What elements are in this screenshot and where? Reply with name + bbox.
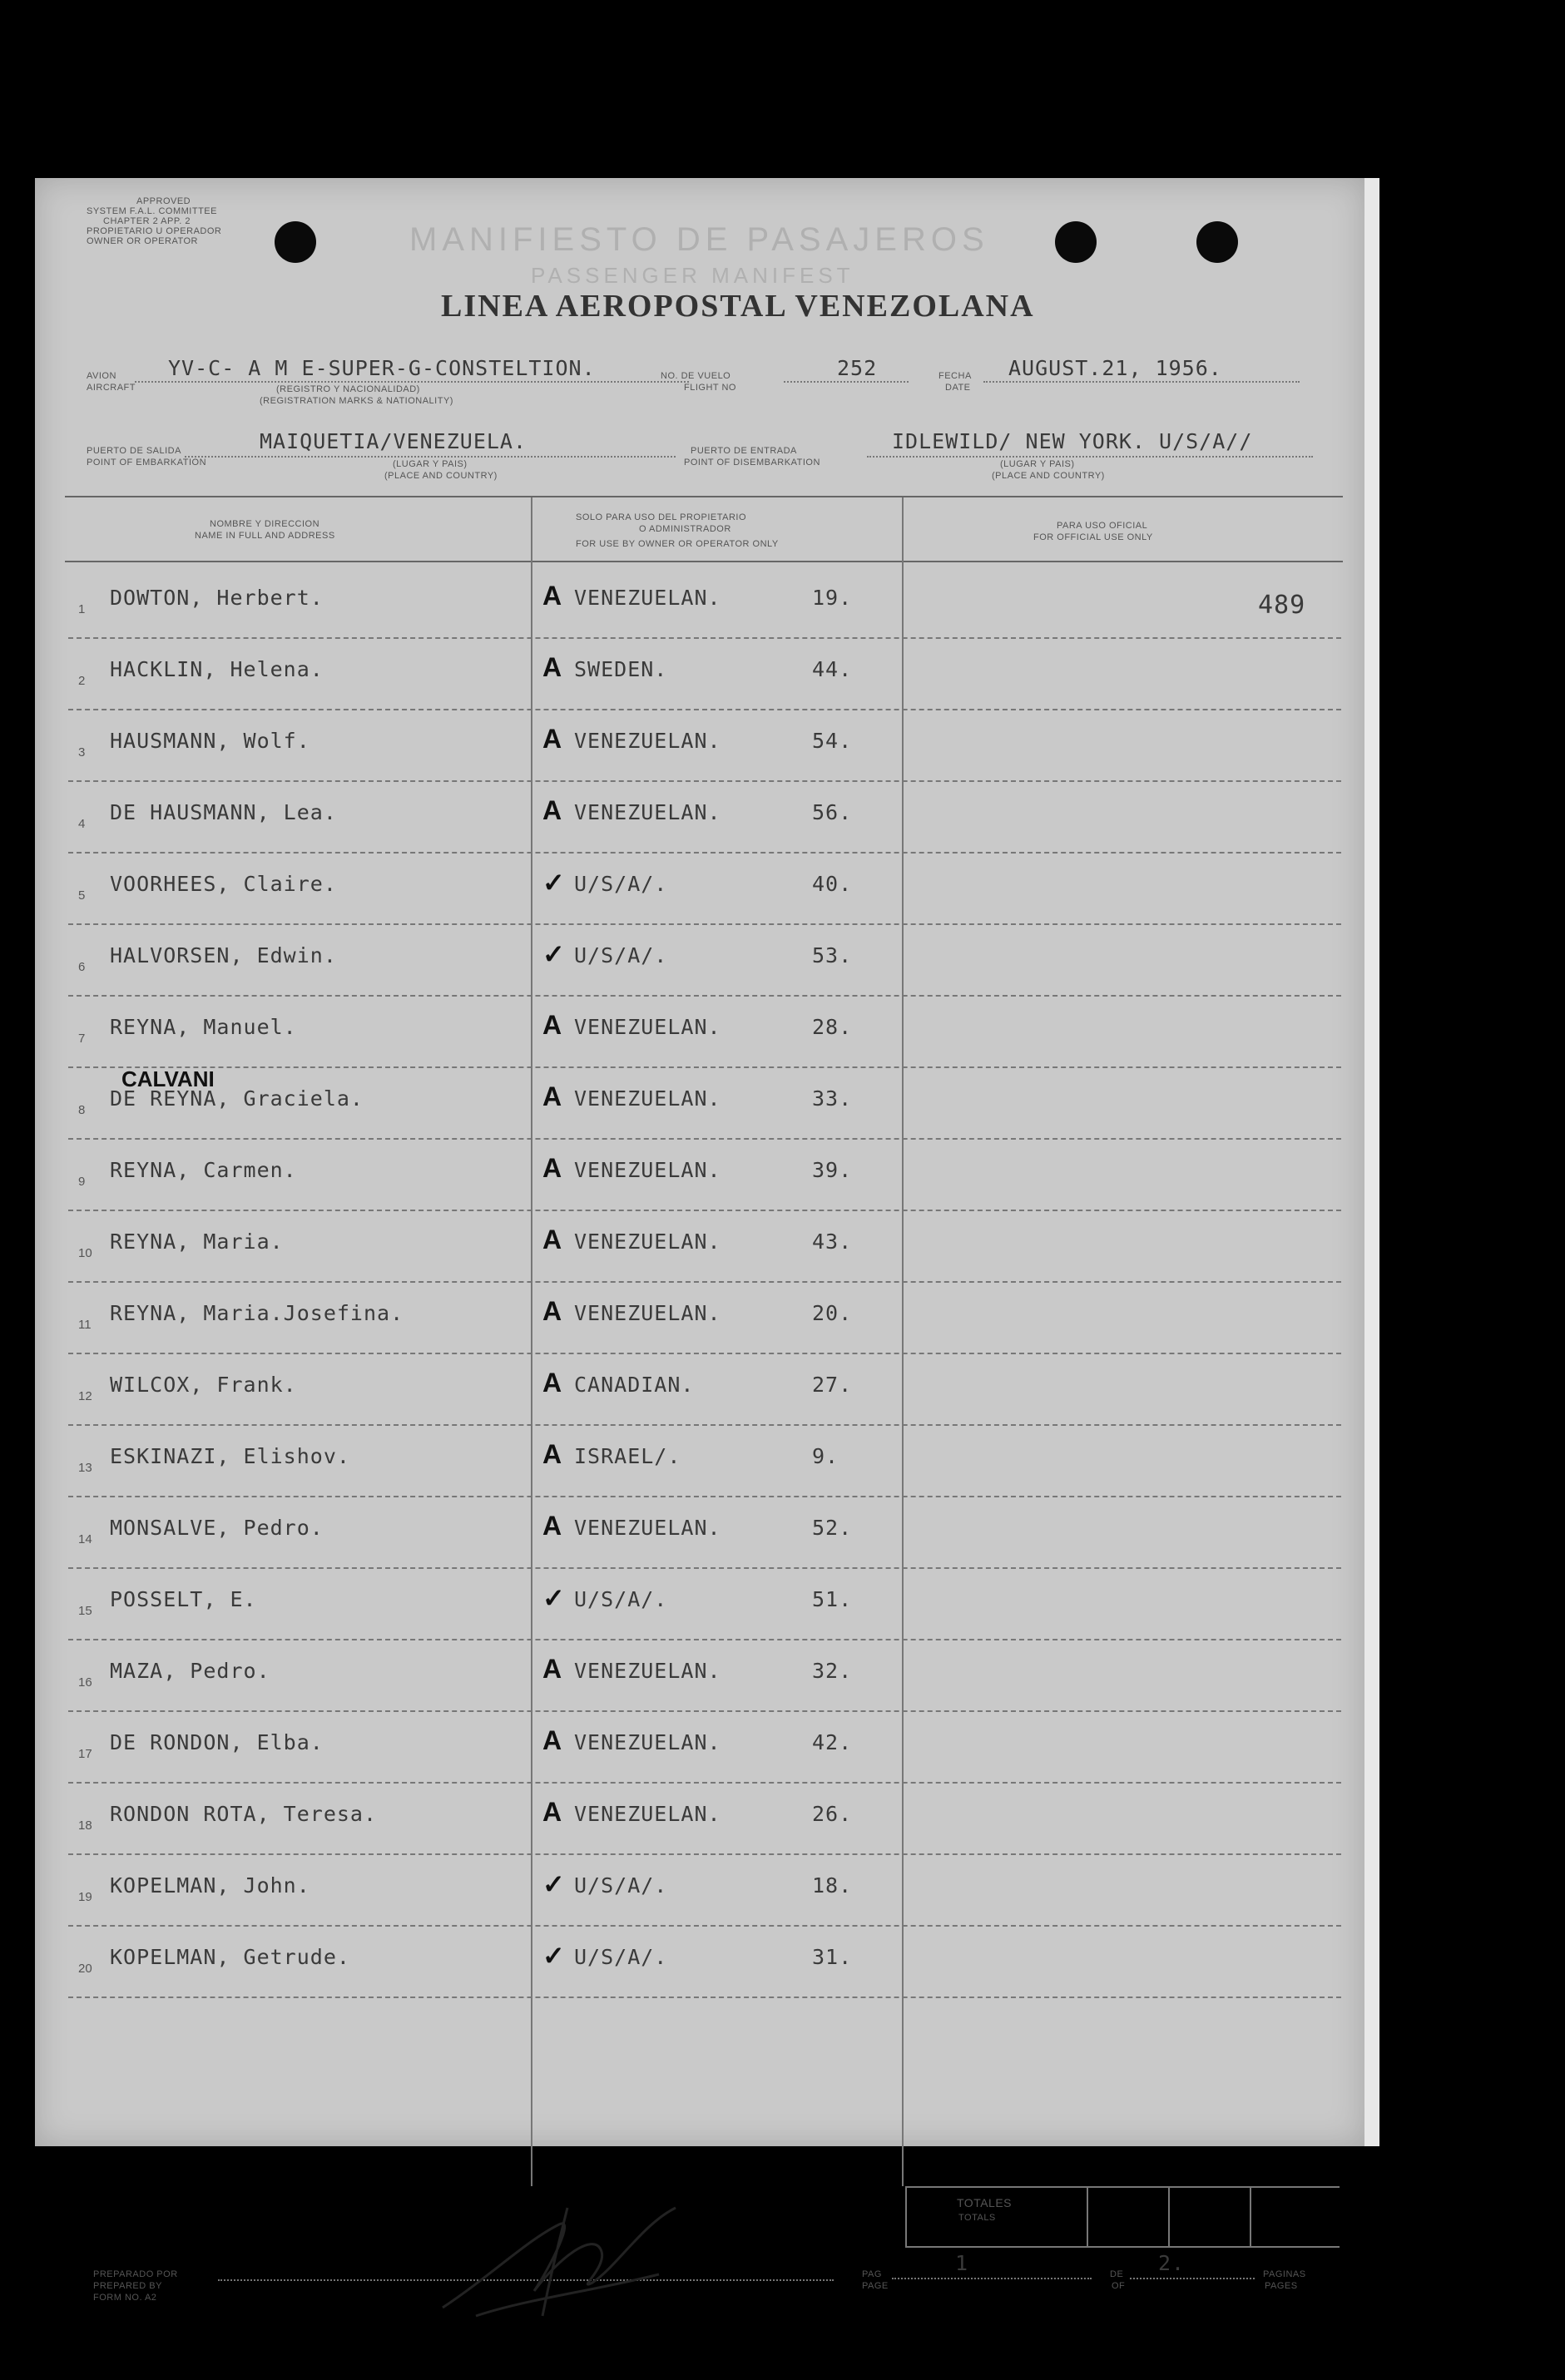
lugar-label-1: (LUGAR Y PAIS) [393, 459, 468, 469]
handwritten-mark: A [542, 795, 562, 825]
passenger-name: VOORHEES, Claire. [110, 872, 337, 896]
passenger-age: 28. [812, 1015, 853, 1039]
passenger-nationality: VENEZUELAN. [574, 1086, 721, 1111]
passenger-name: WILCOX, Frank. [110, 1373, 297, 1397]
handwritten-mark: A [542, 1439, 562, 1469]
passenger-name: REYNA, Maria.Josefina. [110, 1301, 404, 1325]
title-spanish: MANIFIESTO DE PASAJEROS [409, 221, 989, 258]
date-label: DATE [945, 383, 971, 393]
handwritten-mark: A [542, 1225, 562, 1254]
handwritten-mark: ✓ [542, 939, 565, 969]
passenger-age: 52. [812, 1516, 853, 1540]
paginas-label: PAGINAS [1263, 2269, 1306, 2279]
totales-label: TOTALES [957, 2196, 1013, 2209]
de-label: DE [1110, 2269, 1124, 2279]
passenger-age: 9. [812, 1444, 839, 1468]
punch-hole [1196, 221, 1238, 263]
page-edge [1364, 178, 1379, 2146]
row-divider [68, 1997, 1341, 1998]
passenger-name: DE REYNA, Graciela. [110, 1086, 364, 1111]
passenger-name: MAZA, Pedro. [110, 1659, 270, 1683]
col1-header-en: NAME IN FULL AND ADDRESS [195, 531, 335, 541]
row-divider [68, 923, 1341, 925]
totals-label: TOTALS [958, 2213, 996, 2223]
approved-block: APPROVED SYSTEM F.A.L. COMMITTEE CHAPTER 2 APP. 2 PROPIETARIO U OPERADOR OWNER OR OPERATOR [87, 196, 222, 246]
passenger-name: KOPELMAN, Getrude. [110, 1945, 350, 1969]
passenger-age: 31. [812, 1945, 853, 1969]
row-divider [68, 1710, 1341, 1712]
punch-hole [1055, 221, 1097, 263]
row-divider [68, 1639, 1341, 1640]
passenger-age: 27. [812, 1373, 853, 1397]
row-divider [68, 1496, 1341, 1497]
passenger-name: DE HAUSMANN, Lea. [110, 800, 337, 824]
passenger-nationality: U/S/A/. [574, 1945, 668, 1969]
prepared-label: PREPARED BY [93, 2281, 162, 2291]
passenger-nationality: VENEZUELAN. [574, 729, 721, 753]
row-divider [68, 780, 1341, 782]
passenger-name: RONDON ROTA, Teresa. [110, 1802, 378, 1826]
col2-header-es1: SOLO PARA USO DEL PROPIETARIO [576, 512, 747, 522]
handwritten-mark: A [542, 1654, 562, 1684]
col1-header-es: NOMBRE Y DIRECCION [210, 519, 320, 529]
passenger-name: HALVORSEN, Edwin. [110, 943, 337, 967]
row-divider [68, 852, 1341, 854]
passenger-nationality: VENEZUELAN. [574, 1158, 721, 1182]
handwritten-mark: ✓ [542, 1941, 565, 1971]
passenger-name: MONSALVE, Pedro. [110, 1516, 324, 1540]
salida-label: PUERTO DE SALIDA [87, 446, 181, 456]
passenger-name: REYNA, Maria. [110, 1230, 284, 1254]
passenger-nationality: ISRAEL/. [574, 1444, 681, 1468]
passenger-age: 51. [812, 1587, 853, 1611]
pages-value: 2. [1158, 2251, 1186, 2275]
passenger-name: ESKINAZI, Elishov. [110, 1444, 350, 1468]
avion-label: AVION [87, 371, 116, 381]
col3-header-es: PARA USO OFICIAL [1057, 521, 1148, 531]
col2-header-es2: O ADMINISTRADOR [639, 524, 731, 534]
passenger-nationality: VENEZUELAN. [574, 1730, 721, 1754]
passenger-name: HAUSMANN, Wolf. [110, 729, 310, 753]
row-divider [68, 1567, 1341, 1569]
handwritten-note: CALVANI [121, 1066, 215, 1091]
passenger-nationality: VENEZUELAN. [574, 1659, 721, 1683]
handwritten-mark: ✓ [542, 868, 565, 898]
passenger-name: REYNA, Manuel. [110, 1015, 297, 1039]
row-divider [68, 995, 1341, 997]
row-divider [68, 1353, 1341, 1354]
passenger-age: 54. [812, 729, 853, 753]
handwritten-mark: A [542, 1511, 562, 1541]
passenger-nationality: U/S/A/. [574, 1873, 668, 1898]
passenger-age: 53. [812, 943, 853, 967]
row-divider [68, 637, 1341, 639]
passenger-name: POSSELT, E. [110, 1587, 257, 1611]
passenger-name: DOWTON, Herbert. [110, 586, 324, 610]
disembarkation-value: IDLEWILD/ NEW YORK. U/S/A// [892, 429, 1253, 453]
passenger-nationality: VENEZUELAN. [574, 1301, 721, 1325]
passenger-nationality: CANADIAN. [574, 1373, 695, 1397]
title-english: PASSENGER MANIFEST [531, 263, 854, 288]
passenger-name: DE RONDON, Elba. [110, 1730, 324, 1754]
row-divider [68, 1424, 1341, 1426]
page-value: 1 [955, 2251, 969, 2275]
handwritten-mark: A [542, 652, 562, 682]
passenger-nationality: U/S/A/. [574, 1587, 668, 1611]
handwritten-mark: A [542, 1296, 562, 1326]
passenger-nationality: U/S/A/. [574, 943, 668, 967]
passenger-age: 26. [812, 1802, 853, 1826]
passenger-age: 19. [812, 586, 853, 610]
handwritten-mark: ✓ [542, 1869, 565, 1899]
passenger-age: 33. [812, 1086, 853, 1111]
passenger-nationality: VENEZUELAN. [574, 1802, 721, 1826]
row-divider [68, 1853, 1341, 1855]
handwritten-mark: A [542, 724, 562, 754]
aircraft-label: AIRCRAFT [87, 383, 136, 393]
aircraft-value: YV-C- A M E-SUPER-G-CONSTELTION. [168, 356, 596, 380]
punch-hole [275, 221, 316, 263]
col3-header-en: FOR OFFICIAL USE ONLY [1033, 532, 1153, 542]
passenger-nationality: VENEZUELAN. [574, 800, 721, 824]
manifest-sheet: APPROVED SYSTEM F.A.L. COMMITTEE CHAPTER 2 APP. 2 PROPIETARIO U OPERADOR OWNER OR OPERATOR MANIFIESTO DE PASAJEROS PASSENGER MANIFEST LINEA AEROPOSTAL VENEZOLANA AVION AIRCRAFT YV-C- A M E-SUPER-G-CONSTELTION. (REGISTRO Y NACIONALIDAD) (REGISTRATION MARKS & NATIONALITY) NO. DE VUELO FLIGHT NO 252 FECHA DATE AUGUST.21, 1956. PUERTO DE SALIDA POINT OF EMBARKATION MAIQUETIA/VENEZUELA. (LUGAR Y PAIS) (PLACE AND COUNTRY) PUERTO DE ENTRADA POINT OF DISEMBARKATION IDLEWILD/ NEW YORK. U/S/A// (LUGAR Y PAIS) (PLACE AND COUNTRY) NOMBRE Y DIRECCION NAME IN FULL AND ADDRESS SOLO PARA USO DEL PROPIETARIO O ADMINISTRADOR FOR USE BY OWNER OR OPERATOR ONLY PARA USO OFICIAL FOR OFFICIAL USE ONLY 489 CALVANI 1 DOWTON, Herbert. A VENEZUELAN. 19. 2 HACKLIN, Helena. A SWEDEN. 44. 3 HAUSMANN, Wolf. A VENEZUELAN. 54. 4 DE HAUSMANN, Lea. A VENEZUELAN. 56. 5 VOORHEES, Claire. ✓ U/S/A/. 40. 6 HALVORSEN, Edwin. ✓ U/S/A/. 53. 7 REYNA, Manuel. A VENEZUELAN. 28. 8 DE REYNA, Graciela. A VENEZUELAN. 33. 9 REYNA, Carmen. A VENEZUELAN. 39. 10 REYNA, Maria. A VENEZUELAN. 43. 11 REYNA, Maria.Josefina. A VENEZUELAN. 20. 12 WILCOX, Frank. A CANADIAN. 27. 13 ESKINAZI, Elishov. A ISRAEL/. 9. 14 MONSALVE, Pedro. A VENEZUELAN. 52. 15 POSSELT, E. ✓ U/S/A/. 51. 16 MAZA, Pedro. A VENEZUELAN. 32. 17 DE RONDON, Elba. A VENEZUELAN. 42. 18 RONDON ROTA, Teresa. A VENEZUELAN. 26. 19 KOPELMAN, John. ✓ U/S/A/. 18. 20 KOPELMAN, Getrude. ✓ U/S/A/. 31. TOTALES TOTALS PREPARADO POR PREPARED BY FORM NO. A2 PAG PAGE 1 DE OF 2. PAGINAS PAGES [35, 178, 1364, 2146]
fecha-label: FECHA [939, 371, 972, 381]
entrada-label: PUERTO DE ENTRADA [691, 446, 797, 456]
row-divider [68, 1210, 1341, 1211]
passenger-age: 18. [812, 1873, 853, 1898]
passenger-age: 43. [812, 1230, 853, 1254]
passenger-age: 32. [812, 1659, 853, 1683]
date-value: AUGUST.21, 1956. [1008, 356, 1222, 380]
passenger-nationality: VENEZUELAN. [574, 1516, 721, 1540]
vuelo-label: NO. DE VUELO [661, 371, 731, 381]
of-label: OF [1112, 2281, 1126, 2291]
airline-name: LINEA AEROPOSTAL VENEZOLANA [441, 289, 1035, 324]
passenger-age: 40. [812, 872, 853, 896]
handwritten-mark: A [542, 1010, 562, 1040]
handwritten-mark: A [542, 1368, 562, 1398]
handwritten-mark: A [542, 1081, 562, 1111]
passenger-name: KOPELMAN, John. [110, 1873, 310, 1898]
row-divider [68, 1925, 1341, 1927]
handwritten-mark: A [542, 1797, 562, 1827]
lugar-label-2: (LUGAR Y PAIS) [1000, 459, 1075, 469]
embarkation-value: MAIQUETIA/VENEZUELA. [260, 429, 527, 453]
registration-label: (REGISTRATION MARKS & NATIONALITY) [260, 396, 453, 406]
row-divider [68, 709, 1341, 710]
passenger-age: 39. [812, 1158, 853, 1182]
handwritten-mark: ✓ [542, 1583, 565, 1613]
flight-no-value: 252 [837, 356, 878, 380]
signature-image [426, 2191, 692, 2333]
handwritten-mark: A [542, 1153, 562, 1183]
disembarkation-label: POINT OF DISEMBARKATION [684, 458, 820, 468]
row-divider [68, 1782, 1341, 1784]
handwritten-mark: A [542, 581, 562, 611]
preparado-label: PREPARADO POR [93, 2269, 178, 2279]
embarkation-label: POINT OF EMBARKATION [87, 458, 207, 468]
registro-label: (REGISTRO Y NACIONALIDAD) [276, 384, 420, 394]
passenger-nationality: VENEZUELAN. [574, 1230, 721, 1254]
pages-label: PAGES [1265, 2281, 1298, 2291]
passenger-name: REYNA, Carmen. [110, 1158, 297, 1182]
row-divider [68, 1138, 1341, 1140]
form-number: FORM NO. A2 [93, 2293, 157, 2303]
passenger-nationality: U/S/A/. [574, 872, 668, 896]
passenger-nationality: VENEZUELAN. [574, 586, 721, 610]
passenger-name: HACKLIN, Helena. [110, 657, 324, 681]
passenger-nationality: VENEZUELAN. [574, 1015, 721, 1039]
row-divider [68, 1281, 1341, 1283]
flight-no-label: FLIGHT NO [684, 383, 736, 393]
row-divider [68, 1066, 1341, 1068]
place-label-1: (PLACE AND COUNTRY) [384, 471, 498, 481]
handwritten-mark: A [542, 1725, 562, 1755]
passenger-age: 56. [812, 800, 853, 824]
place-label-2: (PLACE AND COUNTRY) [992, 471, 1105, 481]
page-label: PAGE [862, 2281, 889, 2291]
passenger-age: 42. [812, 1730, 853, 1754]
passenger-nationality: SWEDEN. [574, 657, 668, 681]
official-number: 489 [1258, 591, 1306, 620]
passenger-age: 44. [812, 657, 853, 681]
col2-header-en: FOR USE BY OWNER OR OPERATOR ONLY [576, 539, 779, 549]
passenger-age: 20. [812, 1301, 853, 1325]
pag-label: PAG [862, 2269, 882, 2279]
